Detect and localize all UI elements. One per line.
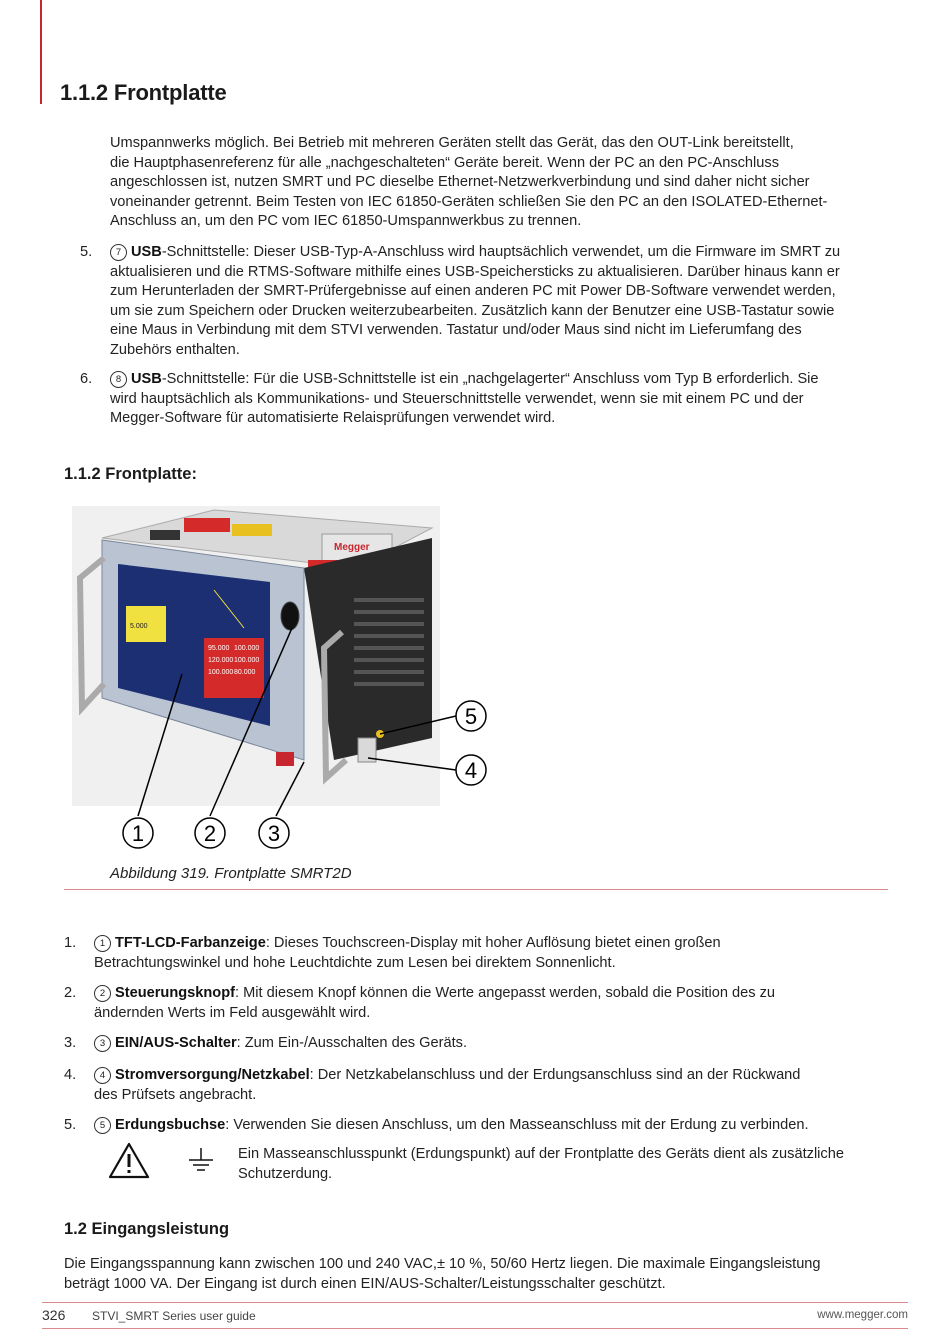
list-item-line: Megger-Software für automatisierte Relaisprüfungen verwendet wird.	[110, 410, 556, 427]
intro-paragraph	[110, 134, 827, 232]
list-item-line: aktualisieren und die RTMS-Software mithilfe eines USB-Speichersticks zu aktualisieren. Darüber hinaus kann er	[110, 263, 840, 280]
device-photo	[64, 498, 494, 860]
list-item-first-line	[94, 934, 721, 954]
circled-number-icon: 7	[110, 244, 127, 261]
list-item-first-line	[110, 370, 819, 390]
page-title: 1.1.2 Frontplatte	[60, 80, 227, 105]
list-item-line: des Prüfsets angebracht.	[94, 1086, 257, 1103]
list-item-term: USB	[131, 371, 162, 387]
footer-url: www.megger.com	[817, 1309, 908, 1321]
screen-value: 80.000	[234, 669, 256, 676]
header-accent-bar	[40, 0, 42, 104]
intro-line: Anschluss an, um den PC vom IEC 61850-Umspannwerkbus zu trennen.	[110, 213, 582, 230]
list-item-first-line	[110, 243, 840, 263]
list-number: 4.	[64, 1067, 77, 1083]
figure-caption: Abbildung 319. Frontplatte SMRT2D	[110, 865, 352, 882]
top-terminal-block	[232, 524, 272, 536]
input-power-paragraph	[64, 1255, 821, 1294]
list-item-line: Zubehörs enthalten.	[110, 341, 240, 358]
screen-value: 100.000	[234, 645, 260, 652]
paragraph-line: Die Eingangsspannung kann zwischen 100 und 240 VAC,± 10 %, 50/60 Hertz liegen. Die maximale Eingangsleistung	[64, 1256, 821, 1272]
list-item-term: Steuerungsknopf	[115, 985, 235, 1001]
note-line: Ein Masseanschlusspunkt (Erdungspunkt) auf der Frontplatte des Geräts dient als zusätzliche	[238, 1146, 844, 1162]
screen-value: 5.000	[130, 623, 148, 630]
list-number: 5.	[80, 244, 93, 260]
intro-line: Umspannwerks möglich. Bei Betrieb mit mehreren Geräten stellt das Gerät, das den OUT-Link bereitstellt,	[110, 135, 794, 151]
list-item-first-line	[94, 984, 775, 1004]
list-item-line: um sie zum Speichern oder Drucken weiterzubearbeiten. Zusätzlich kann der Benutzer eine USB-Tastatur sowie	[110, 302, 835, 319]
note-line: Schutzerdung.	[238, 1165, 333, 1182]
section-heading-frontplatte: 1.1.2 Frontplatte:	[64, 465, 197, 483]
intro-line: angeschlossen ist, nutzen SMRT und PC dieselbe Ethernet-Netzwerkverbindung und sind daher nicht sicher	[110, 174, 810, 191]
list-number: 3.	[64, 1035, 77, 1051]
paragraph-line: beträgt 1000 VA. Der Eingang ist durch einen EIN/AUS-Schalter/Leistungsschalter geschützt.	[64, 1275, 666, 1292]
circled-number-icon: 4	[94, 1067, 111, 1084]
list-item-usb-b	[110, 370, 819, 429]
ground-symbol-icon	[186, 1146, 216, 1176]
circled-number-icon: 2	[94, 985, 111, 1002]
circled-number-icon: 1	[94, 935, 111, 952]
circled-number-icon: 8	[110, 371, 127, 388]
warning-icon	[108, 1142, 150, 1180]
list-item-term: USB	[131, 244, 162, 260]
list-item-text: : Zum Ein-/Ausschalten des Geräts.	[236, 1035, 468, 1051]
list-item-text: -Schnittstelle: Für die USB-Schnittstelle ist ein „nachgelagerter“ Anschluss vom Typ B erforderlich. Sie	[161, 371, 819, 387]
list-item-text: : Mit diesem Knopf können die Werte angepasst werden, sobald die Position des zu	[235, 985, 776, 1001]
screen-value: 95.000	[208, 645, 230, 652]
footer-bottom-divider	[42, 1328, 908, 1329]
list-number: 5.	[64, 1117, 77, 1133]
list-number: 1.	[64, 935, 77, 951]
list-item-term: TFT-LCD-Farbanzeige	[115, 935, 266, 951]
footer-divider	[42, 1302, 908, 1303]
page-number: 326	[42, 1307, 66, 1323]
list-item-switch	[94, 1034, 467, 1054]
top-terminal-block	[150, 530, 180, 540]
list-item-text: : Verwenden Sie diesen Anschluss, um den Masseanschluss mit der Erdung zu verbinden.	[225, 1117, 809, 1133]
list-item-text: : Dieses Touchscreen-Display mit hoher Auflösung bietet einen großen	[265, 935, 721, 951]
callout-label-1: 1	[131, 821, 145, 846]
brand-logo: Megger	[334, 542, 370, 553]
callout-label-4: 4	[464, 758, 478, 783]
control-knob	[281, 602, 299, 630]
list-item-term: EIN/AUS-Schalter	[115, 1035, 237, 1051]
list-item-first-line	[94, 1066, 894, 1086]
list-item-line: wird hauptsächlich als Kommunikations- und Steuerschnittstelle verwendet, wenn sie mit einem PC und der	[110, 390, 804, 407]
callout-label-2: 2	[203, 821, 217, 846]
list-item-term: Stromversorgung/Netzkabel	[115, 1067, 310, 1083]
section-heading-eingangsleistung: 1.2 Eingangsleistung	[64, 1220, 230, 1238]
list-item-usb-a	[110, 243, 840, 361]
list-item-term: Erdungsbuchse	[115, 1117, 226, 1133]
list-item-text: : Der Netzkabelanschluss und der Erdungsanschluss sind an der Rückwand	[309, 1067, 801, 1083]
list-item-knob	[94, 984, 775, 1023]
screen-value: 100.000	[208, 669, 234, 676]
list-item-first-line	[94, 1034, 467, 1054]
list-item-ground	[94, 1116, 809, 1136]
caption-divider	[64, 889, 888, 890]
power-switch	[276, 752, 294, 766]
top-terminal-block	[184, 518, 230, 532]
list-number: 6.	[80, 371, 93, 387]
screen-value: 100.000	[234, 657, 260, 664]
ground-note	[238, 1145, 844, 1184]
list-item-text: -Schnittstelle: Dieser USB-Typ-A-Anschluss wird hauptsächlich verwendet, um die Firmware im SMRT zu	[161, 244, 841, 260]
list-item-line: ändernden Werts im Feld ausgewählt wird.	[94, 1004, 371, 1021]
screen-value: 120.000	[208, 657, 234, 664]
list-item-line: Betrachtungswinkel und hohe Leuchtdichte zum Lesen bei direktem Sonnenlicht.	[94, 954, 616, 971]
intro-line: voneinander getrennt. Beim Testen von IEC 61850-Geräten schließen Sie den PC an den ISOLATED-Ethernet-	[110, 193, 828, 210]
list-item-first-line	[94, 1116, 809, 1136]
list-number: 2.	[64, 985, 77, 1001]
callout-label-3: 3	[267, 821, 281, 846]
callout-label-5: 5	[464, 704, 478, 729]
circled-number-icon: 5	[94, 1117, 111, 1134]
footer-guide-title: STVI_SMRT Series user guide	[92, 1309, 256, 1323]
list-item-line: zum Herunterladen der SMRT-Prüfergebnisse auf einen anderen PC mit Power DB-Software verwendet werden,	[110, 283, 836, 300]
list-item-line: eine Maus in Verbindung mit dem STVI verwenden. Tastatur und/oder Maus sind nicht im Lieferumfang des	[110, 322, 802, 339]
list-item-power	[94, 1066, 894, 1105]
intro-line: die Hauptphasenreferenz für alle „nachgeschalteten“ Geräte bereit. Wenn der PC an den PC-Anschluss	[110, 154, 779, 171]
list-item-display	[94, 934, 721, 973]
circled-number-icon: 3	[94, 1035, 111, 1052]
